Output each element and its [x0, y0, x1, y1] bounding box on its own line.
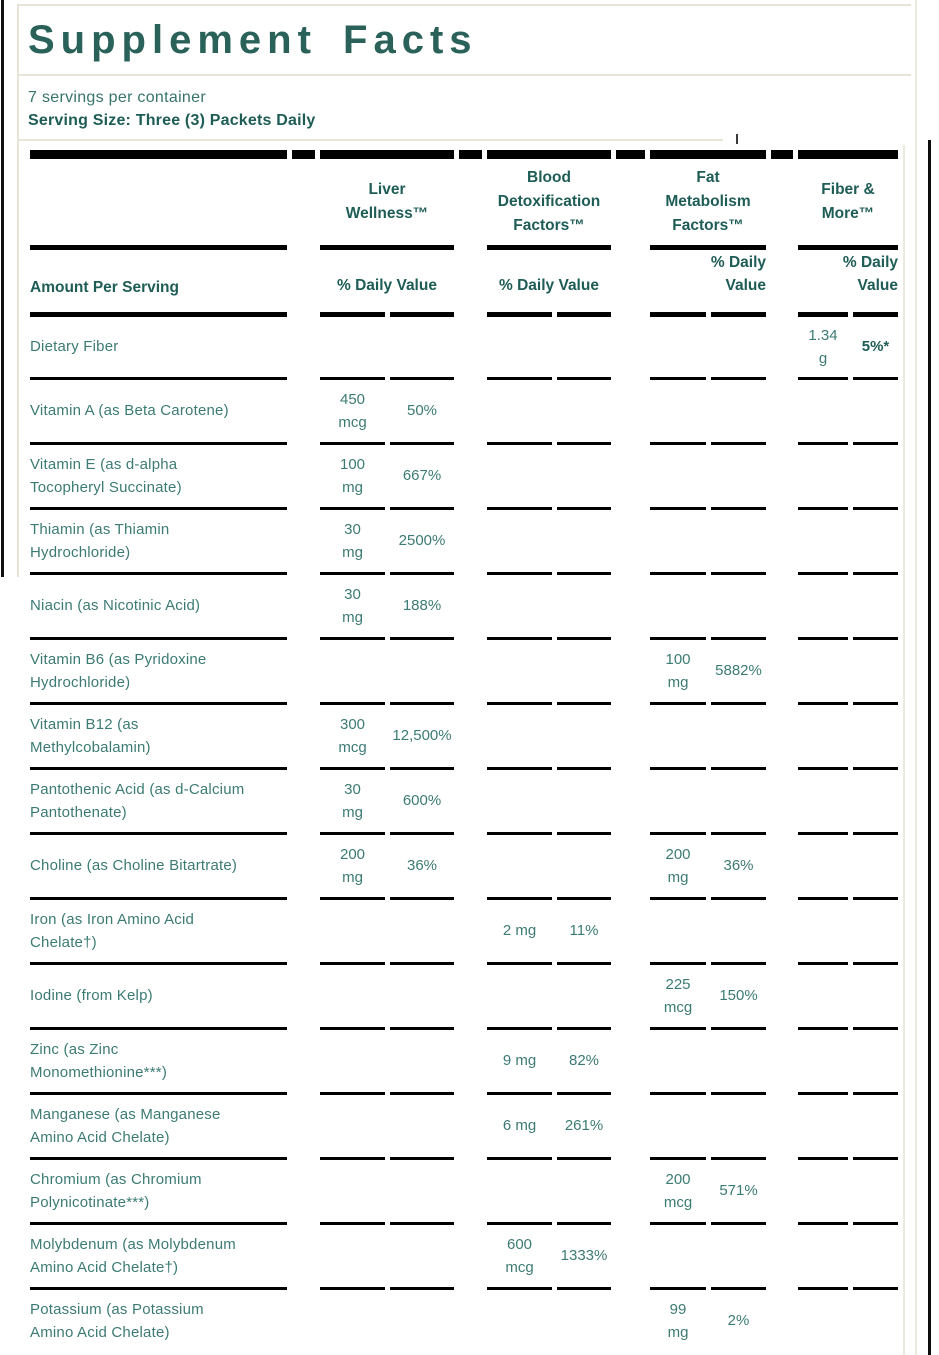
serving-divider-line	[17, 139, 723, 141]
column-spacer	[459, 377, 482, 442]
daily-value-cell-fat	[711, 442, 766, 507]
table-row	[30, 962, 898, 1027]
column-spacer	[616, 767, 645, 832]
amount-cell-fat	[650, 897, 706, 962]
group-header-blood	[487, 150, 611, 245]
group-header-liver	[320, 150, 454, 245]
amount-cell-blood	[487, 637, 552, 702]
column-spacer	[459, 962, 482, 1027]
amount-cell-liver: 30 mg	[320, 507, 385, 572]
nutrient-name: Vitamin B12 (as Methylcobalamin)	[30, 702, 287, 767]
column-spacer	[292, 962, 315, 1027]
column-spacer	[292, 1092, 315, 1157]
amount-cell-liver	[320, 312, 385, 377]
column-spacer	[616, 637, 645, 702]
amount-cell-fat: 99 mg	[650, 1287, 706, 1352]
daily-value-cell-fat	[711, 1092, 766, 1157]
column-spacer	[616, 442, 645, 507]
column-spacer	[292, 442, 315, 507]
daily-value-cell-blood: 1333%	[557, 1222, 611, 1287]
daily-value-cell-liver	[390, 1092, 454, 1157]
daily-value-cell-blood	[557, 1157, 611, 1222]
amount-cell-liver: 200 mg	[320, 832, 385, 897]
amount-cell-fiber	[798, 1092, 848, 1157]
daily-value-label: % Daily Value	[337, 276, 437, 294]
column-spacer	[616, 572, 645, 637]
nutrient-name: Vitamin A (as Beta Carotene)	[30, 377, 287, 442]
daily-value-cell-fat	[711, 507, 766, 572]
amount-cell-fat	[650, 377, 706, 442]
daily-value-cell-liver: 600%	[390, 767, 454, 832]
amount-cell-blood	[487, 507, 552, 572]
column-spacer	[616, 507, 645, 572]
amount-cell-blood	[487, 962, 552, 1027]
daily-value-cell-blood	[557, 507, 611, 572]
group-header-row	[30, 150, 898, 245]
daily-value-cell-fiber	[853, 897, 898, 962]
column-spacer	[771, 637, 793, 702]
column-spacer	[292, 312, 315, 377]
daily-value-cell-liver: 188%	[390, 572, 454, 637]
daily-value-cell-blood	[557, 767, 611, 832]
amount-cell-liver	[320, 637, 385, 702]
daily-value-cell-liver: 667%	[390, 442, 454, 507]
daily-value-cell-blood	[557, 962, 611, 1027]
column-spacer	[459, 312, 482, 377]
amount-cell-fiber	[798, 1222, 848, 1287]
nutrient-name: Thiamin (as Thiamin Hydrochloride)	[30, 507, 287, 572]
daily-value-header-blood	[487, 245, 611, 312]
column-spacer	[292, 702, 315, 767]
daily-value-cell-liver	[390, 637, 454, 702]
amount-cell-blood	[487, 442, 552, 507]
column-spacer	[616, 962, 645, 1027]
daily-value-cell-fat	[711, 312, 766, 377]
daily-value-label: % Daily Value	[710, 253, 766, 294]
amount-cell-liver: 450 mcg	[320, 377, 385, 442]
daily-value-cell-fat	[711, 572, 766, 637]
column-spacer	[616, 1287, 645, 1352]
amount-cell-blood	[487, 1287, 552, 1352]
daily-value-cell-fiber	[853, 962, 898, 1027]
daily-value-cell-fat: 571%	[711, 1157, 766, 1222]
daily-value-cell-liver: 36%	[390, 832, 454, 897]
amount-cell-liver	[320, 897, 385, 962]
daily-value-cell-liver	[390, 1287, 454, 1352]
table-row	[30, 1027, 898, 1092]
right-cream-line-outer	[915, 0, 917, 1355]
column-spacer	[616, 1157, 645, 1222]
page-title: Supplement Facts	[28, 18, 478, 62]
amount-cell-fiber	[798, 637, 848, 702]
amount-cell-fat: 200 mg	[650, 832, 706, 897]
column-spacer	[459, 1092, 482, 1157]
amount-cell-fiber: 1.34 g	[798, 312, 848, 377]
column-spacer	[292, 150, 315, 245]
table-row	[30, 1287, 898, 1352]
top-cream-border-line	[17, 4, 911, 6]
table-row	[30, 1157, 898, 1222]
daily-value-cell-fiber	[853, 572, 898, 637]
column-spacer	[459, 897, 482, 962]
group-header-fat	[650, 150, 766, 245]
right-cream-line-inner	[903, 145, 905, 1355]
daily-value-cell-liver	[390, 1027, 454, 1092]
column-spacer	[292, 637, 315, 702]
amount-cell-fiber	[798, 897, 848, 962]
daily-value-cell-fiber	[853, 1287, 898, 1352]
daily-value-cell-fat	[711, 1222, 766, 1287]
daily-value-cell-fiber	[853, 442, 898, 507]
table-row	[30, 1092, 898, 1157]
column-spacer	[771, 572, 793, 637]
amount-cell-fat	[650, 507, 706, 572]
amount-cell-fat: 225 mcg	[650, 962, 706, 1027]
amount-cell-fiber	[798, 962, 848, 1027]
amount-cell-liver	[320, 1157, 385, 1222]
column-spacer	[771, 377, 793, 442]
daily-value-label: % Daily Value	[499, 276, 599, 294]
amount-per-serving-header: Amount Per Serving	[30, 245, 287, 312]
column-spacer	[771, 442, 793, 507]
group-label: Fiber & More™	[821, 180, 875, 222]
column-spacer	[616, 897, 645, 962]
daily-value-cell-blood	[557, 832, 611, 897]
amount-cell-liver	[320, 1092, 385, 1157]
column-spacer	[616, 377, 645, 442]
column-spacer	[292, 1287, 315, 1352]
amount-cell-fiber	[798, 1157, 848, 1222]
daily-value-cell-fiber	[853, 832, 898, 897]
daily-value-cell-fat	[711, 702, 766, 767]
daily-value-cell-liver	[390, 1157, 454, 1222]
small-tick-mark	[736, 134, 738, 144]
table-row	[30, 507, 898, 572]
amount-cell-blood	[487, 312, 552, 377]
amount-cell-fat	[650, 572, 706, 637]
daily-value-label: % Daily Value	[842, 253, 898, 294]
nutrient-name: Dietary Fiber	[30, 312, 287, 377]
column-spacer	[616, 1092, 645, 1157]
daily-value-cell-blood	[557, 312, 611, 377]
column-spacer	[292, 897, 315, 962]
column-spacer	[292, 1027, 315, 1092]
amount-cell-blood	[487, 832, 552, 897]
amount-cell-blood: 600 mcg	[487, 1222, 552, 1287]
column-spacer	[616, 245, 645, 312]
amount-cell-fiber	[798, 1027, 848, 1092]
table-row	[30, 442, 898, 507]
daily-value-header-row	[30, 245, 898, 312]
left-cream-border-line	[17, 4, 19, 577]
amount-cell-blood	[487, 377, 552, 442]
amount-cell-fiber	[798, 702, 848, 767]
daily-value-cell-blood: 11%	[557, 897, 611, 962]
daily-value-cell-liver	[390, 1222, 454, 1287]
column-spacer	[771, 507, 793, 572]
column-spacer	[616, 312, 645, 377]
amount-cell-blood: 6 mg	[487, 1092, 552, 1157]
daily-value-cell-fat: 5882%	[711, 637, 766, 702]
nutrient-name: Pantothenic Acid (as d-Calcium Pantothenate)	[30, 767, 287, 832]
group-label: Liver Wellness™	[345, 180, 429, 222]
group-header-fiber	[798, 150, 898, 245]
amount-cell-blood: 9 mg	[487, 1027, 552, 1092]
column-spacer	[616, 1222, 645, 1287]
column-spacer	[459, 702, 482, 767]
column-spacer	[292, 507, 315, 572]
daily-value-cell-fat	[711, 767, 766, 832]
supplement-facts-table	[25, 150, 903, 1352]
nutrient-name: Manganese (as Manganese Amino Acid Chelate)	[30, 1092, 287, 1157]
amount-cell-liver: 300 mcg	[320, 702, 385, 767]
amount-cell-liver	[320, 1222, 385, 1287]
table-row	[30, 637, 898, 702]
amount-cell-blood	[487, 1157, 552, 1222]
daily-value-cell-fiber	[853, 1027, 898, 1092]
column-spacer	[459, 572, 482, 637]
amount-cell-fat: 200 mcg	[650, 1157, 706, 1222]
group-header-blank	[30, 150, 287, 245]
daily-value-header-fiber	[798, 245, 898, 312]
amount-cell-blood	[487, 702, 552, 767]
nutrient-name: Zinc (as Zinc Monomethionine***)	[30, 1027, 287, 1092]
column-spacer	[459, 767, 482, 832]
column-spacer	[771, 832, 793, 897]
daily-value-cell-blood	[557, 442, 611, 507]
column-spacer	[616, 1027, 645, 1092]
amount-cell-fiber	[798, 377, 848, 442]
nutrient-name: Vitamin E (as d-alpha Tocopheryl Succinate)	[30, 442, 287, 507]
daily-value-cell-liver	[390, 962, 454, 1027]
title-divider-line	[17, 74, 911, 76]
column-spacer	[292, 832, 315, 897]
nutrient-name: Niacin (as Nicotinic Acid)	[30, 572, 287, 637]
amount-cell-blood	[487, 572, 552, 637]
column-spacer	[771, 1092, 793, 1157]
amount-cell-blood: 2 mg	[487, 897, 552, 962]
daily-value-cell-fiber	[853, 767, 898, 832]
column-spacer	[459, 1157, 482, 1222]
column-spacer	[459, 832, 482, 897]
daily-value-cell-fiber: 5%*	[853, 312, 898, 377]
amount-cell-fat	[650, 1027, 706, 1092]
amount-cell-fat	[650, 767, 706, 832]
nutrient-name: Molybdenum (as Molybdenum Amino Acid Chelate†)	[30, 1222, 287, 1287]
daily-value-cell-blood: 261%	[557, 1092, 611, 1157]
amount-cell-fiber	[798, 507, 848, 572]
daily-value-cell-fiber	[853, 1092, 898, 1157]
column-spacer	[459, 245, 482, 312]
amount-cell-liver	[320, 1027, 385, 1092]
column-spacer	[771, 245, 793, 312]
group-label: Blood Detoxification Factors™	[497, 168, 601, 234]
column-spacer	[771, 1027, 793, 1092]
column-spacer	[459, 507, 482, 572]
nutrient-name: Chromium (as Chromium Polynicotinate***)	[30, 1157, 287, 1222]
daily-value-cell-fat: 36%	[711, 832, 766, 897]
amount-cell-fiber	[798, 832, 848, 897]
column-spacer	[292, 767, 315, 832]
daily-value-cell-liver: 50%	[390, 377, 454, 442]
amount-cell-fiber	[798, 442, 848, 507]
column-spacer	[771, 702, 793, 767]
servings-per-container: 7 servings per container	[28, 89, 206, 106]
amount-cell-liver: 30 mg	[320, 767, 385, 832]
daily-value-cell-fiber	[853, 637, 898, 702]
column-spacer	[459, 1222, 482, 1287]
daily-value-cell-fat: 2%	[711, 1287, 766, 1352]
daily-value-cell-liver: 12,500%	[390, 702, 454, 767]
daily-value-cell-blood	[557, 572, 611, 637]
table-row	[30, 572, 898, 637]
column-spacer	[771, 1157, 793, 1222]
daily-value-cell-blood	[557, 1287, 611, 1352]
column-spacer	[616, 150, 645, 245]
daily-value-cell-fat	[711, 377, 766, 442]
amount-cell-fat	[650, 1222, 706, 1287]
column-spacer	[459, 1027, 482, 1092]
daily-value-cell-fiber	[853, 507, 898, 572]
nutrient-name: Vitamin B6 (as Pyridoxine Hydrochloride)	[30, 637, 287, 702]
amount-cell-fiber	[798, 1287, 848, 1352]
table-row	[30, 897, 898, 962]
left-black-border-line	[1, 0, 4, 577]
amount-cell-fat: 100 mg	[650, 637, 706, 702]
daily-value-cell-blood	[557, 377, 611, 442]
table-row	[30, 1222, 898, 1287]
amount-cell-fiber	[798, 767, 848, 832]
column-spacer	[292, 377, 315, 442]
column-spacer	[771, 962, 793, 1027]
column-spacer	[292, 572, 315, 637]
column-spacer	[771, 1287, 793, 1352]
daily-value-header-liver	[320, 245, 454, 312]
daily-value-cell-fiber	[853, 377, 898, 442]
column-spacer	[771, 897, 793, 962]
daily-value-cell-blood	[557, 637, 611, 702]
right-black-border-line	[928, 140, 931, 1355]
daily-value-cell-fiber	[853, 702, 898, 767]
daily-value-cell-liver	[390, 312, 454, 377]
nutrient-name: Iron (as Iron Amino Acid Chelate†)	[30, 897, 287, 962]
column-spacer	[771, 312, 793, 377]
amount-cell-liver	[320, 962, 385, 1027]
daily-value-cell-liver	[390, 897, 454, 962]
column-spacer	[292, 245, 315, 312]
daily-value-cell-fiber	[853, 1157, 898, 1222]
daily-value-cell-fat	[711, 897, 766, 962]
amount-cell-fat	[650, 702, 706, 767]
daily-value-cell-blood	[557, 702, 611, 767]
nutrient-name: Choline (as Choline Bitartrate)	[30, 832, 287, 897]
daily-value-cell-fat	[711, 1027, 766, 1092]
amount-cell-liver: 30 mg	[320, 572, 385, 637]
daily-value-cell-blood: 82%	[557, 1027, 611, 1092]
amount-cell-fat	[650, 1092, 706, 1157]
column-spacer	[771, 767, 793, 832]
column-spacer	[771, 150, 793, 245]
amount-cell-fiber	[798, 572, 848, 637]
nutrient-name: Iodine (from Kelp)	[30, 962, 287, 1027]
daily-value-cell-fat: 150%	[711, 962, 766, 1027]
amount-cell-liver: 100 mg	[320, 442, 385, 507]
column-spacer	[459, 1287, 482, 1352]
table-row	[30, 832, 898, 897]
column-spacer	[616, 702, 645, 767]
column-spacer	[616, 832, 645, 897]
table-row	[30, 377, 898, 442]
column-spacer	[292, 1157, 315, 1222]
column-spacer	[459, 150, 482, 245]
daily-value-cell-liver: 2500%	[390, 507, 454, 572]
column-spacer	[459, 442, 482, 507]
column-spacer	[771, 1222, 793, 1287]
nutrient-name: Potassium (as Potassium Amino Acid Chelate)	[30, 1287, 287, 1352]
daily-value-cell-fiber	[853, 1222, 898, 1287]
amount-cell-fat	[650, 312, 706, 377]
amount-cell-fat	[650, 442, 706, 507]
column-spacer	[459, 637, 482, 702]
daily-value-header-fat	[650, 245, 766, 312]
column-spacer	[292, 1222, 315, 1287]
table-row	[30, 312, 898, 377]
amount-cell-blood	[487, 767, 552, 832]
table-row	[30, 702, 898, 767]
serving-size: Serving Size: Three (3) Packets Daily	[28, 112, 316, 129]
amount-cell-liver	[320, 1287, 385, 1352]
table-row	[30, 767, 898, 832]
group-label: Fat Metabolism Factors™	[665, 168, 751, 234]
